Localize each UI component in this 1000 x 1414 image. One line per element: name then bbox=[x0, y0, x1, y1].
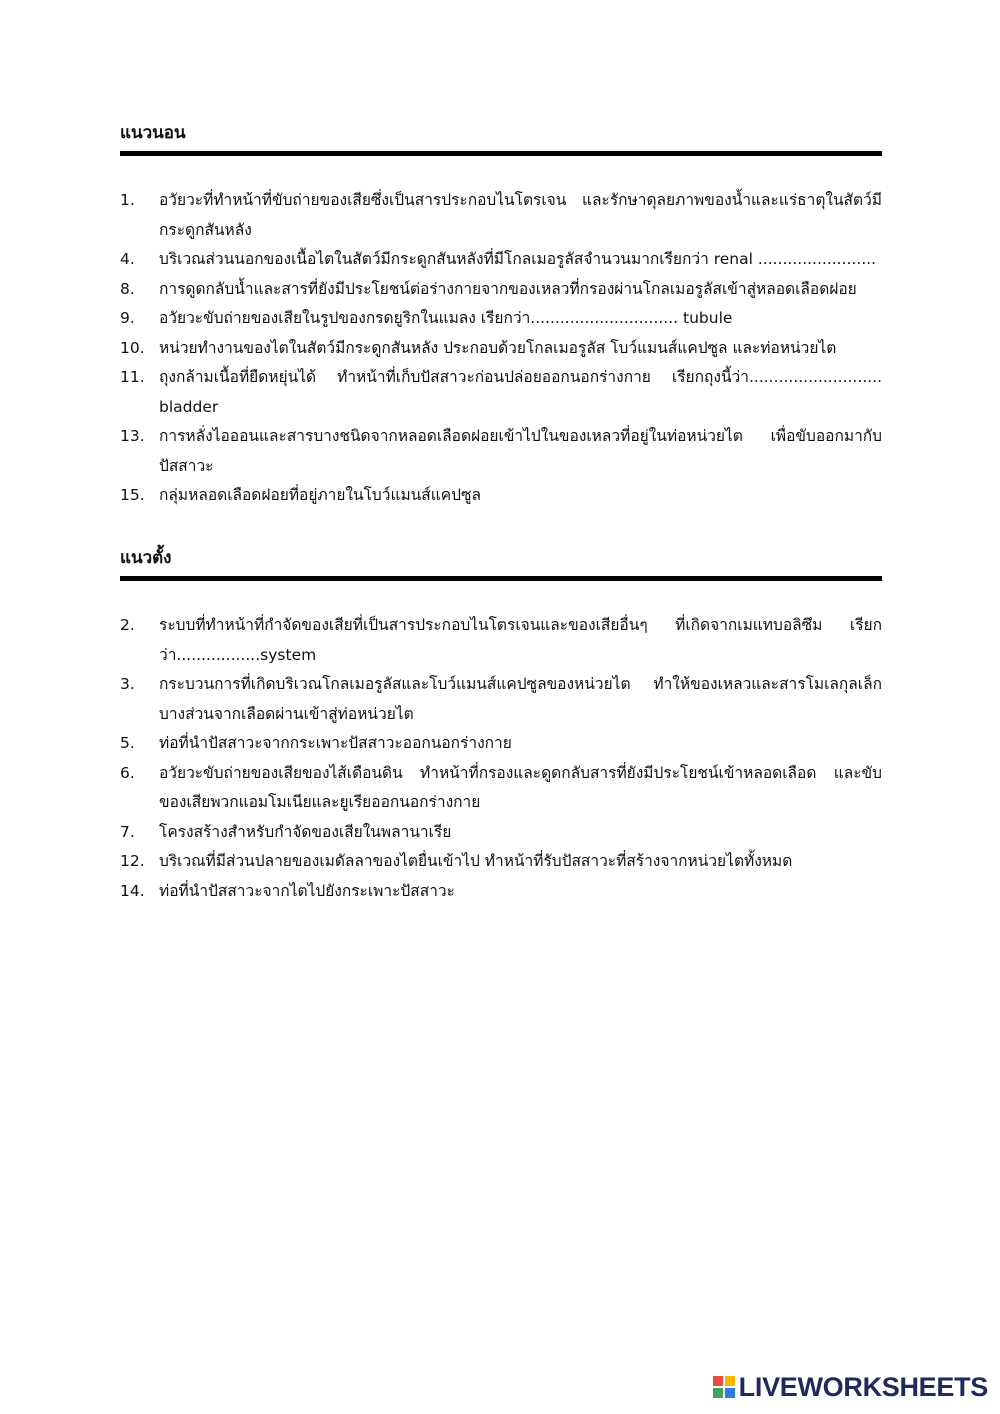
clue-number: 8. bbox=[120, 279, 135, 298]
clue-item bbox=[120, 670, 882, 729]
clue-text: การหลั่งไอออนและสารบางชนิดจากหลอดเลือดฝอยเข้าไปในของเหลวที่อยู่ในท่อหน่วยไต เพื่อขับออกมากับปัสสาวะ bbox=[159, 427, 882, 475]
logo-square-red bbox=[713, 1376, 723, 1386]
clue-item bbox=[120, 422, 882, 481]
clue-item bbox=[120, 304, 882, 334]
clue-item bbox=[120, 729, 882, 759]
horizontal-section bbox=[120, 121, 882, 511]
liveworksheets-wordmark: LIVEWORKSHEETS bbox=[738, 1371, 988, 1402]
clue-item bbox=[120, 481, 882, 511]
clue-number: 10. bbox=[120, 338, 145, 357]
clue-number: 1. bbox=[120, 191, 135, 209]
clue-number: 4. bbox=[120, 250, 135, 268]
clue-text: อวัยวะขับถ่ายของเสียของไส้เดือนดิน ทำหน้าที่กรองและดูดกลับสารที่ยังมีประโยชน์เข้าหลอดเลือด และขับของเสียพวกแอมโมเนียและยูเรียออกนอกร่างกาย bbox=[159, 763, 882, 811]
clue-text: ถุงกล้ามเนื้อที่ยืดหยุ่นได้ ทำหน้าที่เก็บปัสสาวะก่อนปล่อยออกนอกร่างกาย เรียกถุงนี้ว่า........................... bladder bbox=[159, 368, 882, 416]
clue-number: 9. bbox=[120, 309, 135, 327]
clue-text: อวัยวะที่ทำหน้าที่ขับถ่ายของเสียซึ่งเป็นสารประกอบไนโตรเจน และรักษาดุลยภาพของน้ำและแร่ธาตุในสัตว์มีกระดูกสันหลัง bbox=[159, 191, 882, 239]
clue-item bbox=[120, 363, 882, 422]
clue-text: กลุ่มหลอดเลือดฝอยที่อยู่ภายในโบว์แมนส์แคปซูล bbox=[159, 486, 481, 504]
clue-number: 13. bbox=[120, 427, 145, 445]
clue-text: ท่อที่นำปัสสาวะจากกระเพาะปัสสาวะออกนอกร่างกาย bbox=[159, 734, 512, 752]
clue-number: 7. bbox=[120, 822, 135, 841]
clue-item bbox=[120, 245, 882, 275]
clue-number: 5. bbox=[120, 734, 135, 752]
liveworksheets-logo-icon bbox=[713, 1376, 735, 1398]
clue-text: ระบบที่ทำหน้าที่กำจัดของเสียที่เป็นสารประกอบไนโตรเจนและของเสียอื่นๆ ที่เกิดจากเมแทบอลิซึม เรียกว่า.................system bbox=[159, 616, 882, 664]
horizontal-heading: แนวนอน bbox=[120, 121, 882, 156]
clue-item bbox=[120, 818, 882, 848]
clue-text: ท่อที่นำปัสสาวะจากไตไปยังกระเพาะปัสสาวะ bbox=[159, 881, 455, 900]
clue-number: 6. bbox=[120, 763, 135, 782]
clue-text: การดูดกลับน้ำและสารที่ยังมีประโยชน์ต่อร่างกายจากของเหลวที่กรองผ่านโกลเมอรูลัสเข้าสู่หลอดเลือดฝอย bbox=[159, 279, 857, 298]
clue-item bbox=[120, 186, 882, 245]
clue-text: โครงสร้างสำหรับกำจัดของเสียในพลานาเรีย bbox=[159, 822, 452, 841]
logo-square-blue bbox=[725, 1388, 735, 1398]
clue-number: 2. bbox=[120, 616, 135, 634]
clue-text: หน่วยทำงานของไตในสัตว์มีกระดูกสันหลัง ประกอบด้วยโกลเมอรูลัส โบว์แมนส์แคปซูล และท่อหน่วยไต bbox=[159, 338, 837, 357]
clue-text: บริเวณส่วนนอกของเนื้อไตในสัตว์มีกระดูกสันหลังที่มีโกลเมอรูลัสจำนวนมากเรียกว่า renal ........................ bbox=[159, 250, 877, 268]
liveworksheets-brand[interactable] bbox=[713, 1371, 988, 1402]
clue-number: 12. bbox=[120, 852, 145, 870]
clue-number: 3. bbox=[120, 675, 135, 693]
clue-number: 11. bbox=[120, 368, 145, 386]
clue-item bbox=[120, 275, 882, 305]
clue-number: 14. bbox=[120, 881, 145, 900]
vertical-section bbox=[120, 546, 882, 906]
horizontal-clue-list bbox=[120, 186, 882, 511]
clue-number: 15. bbox=[120, 486, 145, 504]
clue-item bbox=[120, 759, 882, 818]
clue-item bbox=[120, 877, 882, 907]
clue-text: บริเวณที่มีส่วนปลายของเมดัลลาของไตยื่นเข้าไป ทำหน้าที่รับปัสสาวะที่สร้างจากหน่วยไตทั้งหมด bbox=[159, 852, 793, 870]
vertical-heading: แนวตั้ง bbox=[120, 546, 882, 581]
clue-item bbox=[120, 334, 882, 364]
clue-item bbox=[120, 611, 882, 670]
vertical-clue-list bbox=[120, 611, 882, 906]
clue-item bbox=[120, 847, 882, 877]
logo-square-yellow bbox=[725, 1376, 735, 1386]
logo-square-green bbox=[713, 1388, 723, 1398]
clue-text: กระบวนการที่เกิดบริเวณโกลเมอรูลัสและโบว์แมนส์แคปซูลของหน่วยไต ทำให้ของเหลวและสารโมเลกุลเล็กบางส่วนจากเลือดผ่านเข้าสู่ท่อหน่วยไต bbox=[159, 675, 882, 723]
clue-text: อวัยวะขับถ่ายของเสียในรูปของกรดยูริกในแมลง เรียกว่า.............................. tubule bbox=[159, 309, 733, 327]
